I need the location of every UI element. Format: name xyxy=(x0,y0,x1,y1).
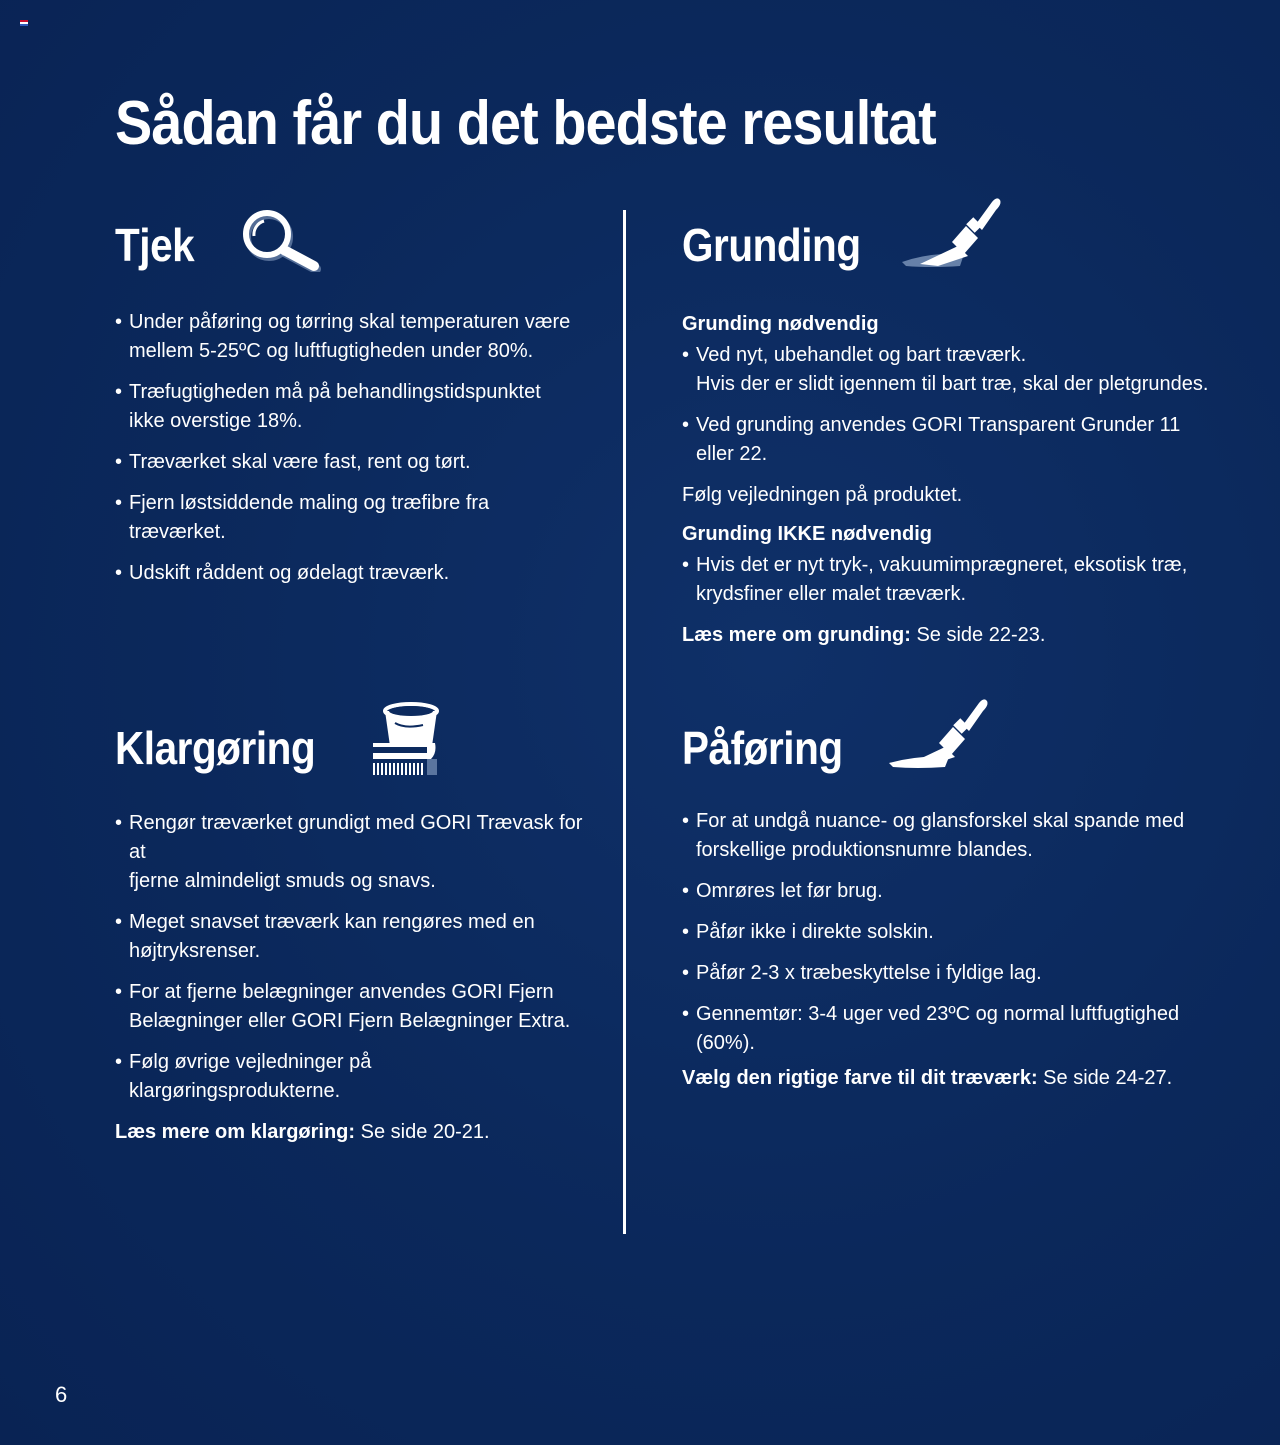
list-item: • Rengør træværket grundigt med GORI Trævask for at fjerne almindeligt smuds og snavs. xyxy=(115,809,585,896)
read-more-grunding xyxy=(682,621,1222,650)
section-paforing xyxy=(682,703,1222,1093)
section-title-grunding: Grunding xyxy=(682,219,861,271)
choose-color-note xyxy=(682,1064,1222,1093)
list-item: • Påfør ikke i direkte solskin. xyxy=(682,918,1222,947)
subheading-grunding-not-needed: Grunding IKKE nødvendig xyxy=(682,523,932,545)
choose-color-ref: Se side 24-27. xyxy=(1037,1067,1173,1089)
list-item: • Ved grunding anvendes GORI Transparent Grunder 11 eller 22. xyxy=(682,411,1222,469)
section-title-paforing: Påføring xyxy=(682,722,843,774)
paintbrush-icon xyxy=(900,194,1004,279)
bucket-brush-icon xyxy=(365,701,445,786)
list-item: • For at undgå nuance- og glansforskel skal spande med forskellige produktionsnumre blandes. xyxy=(682,807,1222,865)
read-more-label: Læs mere om klargøring: xyxy=(115,1121,356,1143)
page-title: Sådan får du det bedste resultat xyxy=(115,89,936,158)
column-divider xyxy=(623,210,626,1234)
list-item: • Træfugtigheden må på behandlingstidspunktet ikke overstige 18%. xyxy=(115,378,575,436)
section-tjek xyxy=(115,200,575,600)
section-title-klargoring: Klargøring xyxy=(115,722,316,774)
list-item: • Fjern løstsiddende maling og træfibre fra træværket. xyxy=(115,489,575,547)
read-more-label: Læs mere om grunding: xyxy=(682,624,911,646)
section-grunding xyxy=(682,200,1222,650)
list-item: • Påfør 2-3 x træbeskyttelse i fyldige lag. xyxy=(682,959,1222,988)
read-more-klargoring xyxy=(115,1118,585,1147)
paintbrush-icon xyxy=(887,695,991,780)
read-more-ref: Se side 22-23. xyxy=(910,624,1046,646)
subheading-grunding-needed: Grunding nødvendig xyxy=(682,313,879,335)
list-item: • Under påføring og tørring skal temperaturen være mellem 5-25ºC og luftfugtigheden under 80%. xyxy=(115,308,575,366)
list-item: • Hvis det er nyt tryk-, vakuumimprægneret, eksotisk træ, krydsfiner eller malet træværk. xyxy=(682,551,1222,609)
flag-icon xyxy=(20,20,28,26)
magnifier-icon xyxy=(240,206,322,277)
list-item: • Gennemtør: 3-4 uger ved 23ºC og normal luftfugtighed (60%). xyxy=(682,1000,1222,1058)
list-item: • Udskift råddent og ødelagt træværk. xyxy=(115,559,575,588)
section-klargoring xyxy=(115,703,585,1147)
page-number: 6 xyxy=(55,1382,68,1407)
list-item: • For at fjerne belægninger anvendes GORI Fjern Belægninger eller GORI Fjern Belægninger Extra. xyxy=(115,978,585,1036)
choose-color-label: Vælg den rigtige farve til dit træværk: xyxy=(682,1067,1038,1089)
section-title-tjek: Tjek xyxy=(115,219,195,271)
list-item: • Meget snavset træværk kan rengøres med en højtryksrenser. xyxy=(115,908,585,966)
list-item: • Omrøres let før brug. xyxy=(682,877,1222,906)
follow-instructions-text: Følg vejledningen på produktet. xyxy=(682,484,963,506)
list-item: • Følg øvrige vejledninger på klargøringsprodukterne. xyxy=(115,1048,585,1106)
list-item: • Ved nyt, ubehandlet og bart træværk. Hvis der er slidt igennem til bart træ, skal der pletgrundes. xyxy=(682,341,1222,399)
read-more-ref: Se side 20-21. xyxy=(355,1121,490,1143)
list-item: • Træværket skal være fast, rent og tørt. xyxy=(115,448,575,477)
